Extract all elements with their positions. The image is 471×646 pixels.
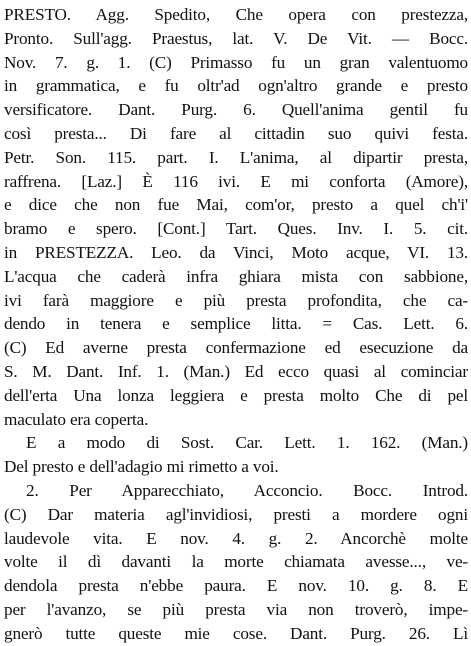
entry-line: raffrena. [Laz.] È 116 ivi. E mi conforta (Amore), bbox=[4, 171, 468, 191]
entry-line: (C) Ed averne presta confermazione ed esecuzione da bbox=[4, 338, 468, 358]
entry-line: dell'erta Una lonza leggiera e presta molto Che di pel bbox=[4, 385, 468, 405]
entry-line: E a modo di Sost. Car. Lett. 1. 162. (Man.) bbox=[26, 433, 468, 453]
entry-line: ivi farà maggiore e più presta profondita, che ca- bbox=[4, 290, 468, 310]
entry-line: (C) Dar materia agl'invidiosi, presti a mordere ogni bbox=[4, 504, 468, 524]
entry-line: in grammatica, e fu oltr'ad ogn'altro grande e presto bbox=[4, 76, 468, 96]
entry-line: 2. Per Apparecchiato, Acconcio. Bocc. Introd. bbox=[26, 480, 468, 500]
entry-line: bramo e spero. [Cont.] Tart. Ques. Inv. I. 5. cit. bbox=[4, 219, 468, 239]
entry-line: così presta... Di fare al cittadin suo quivi festa. bbox=[4, 123, 468, 143]
entry-line: e dice che non fue Mai, com'or, presto a quel ch'i' bbox=[4, 195, 468, 215]
entry-line: gnerò tutte queste mie cose. Dant. Purg. 26. Lì bbox=[4, 623, 468, 643]
entry-line: L'acqua che caderà infra ghiara mista con sabbione, bbox=[4, 266, 468, 286]
entry-line: Nov. 7. g. 1. (C) Primasso fu un gran valentuomo bbox=[4, 52, 468, 72]
dictionary-entry bbox=[4, 3, 468, 643]
entry-line: per l'avanzo, se più presta via non troverò, impe- bbox=[4, 599, 468, 619]
entry-line: Petr. Son. 115. part. I. L'anima, al dipartir presta, bbox=[4, 147, 468, 167]
entry-line: dendo in tenera e semplice litta. = Cas. Lett. 6. bbox=[4, 314, 468, 334]
entry-line: Del presto e dell'adagio mi rimetto a voi. bbox=[4, 457, 279, 477]
entry-line: laudevole vita. E nov. 4. g. 2. Ancorchè molte bbox=[4, 528, 468, 548]
entry-line: PRESTO. Agg. Spedito, Che opera con prestezza, bbox=[4, 5, 468, 24]
entry-line: versificatore. Dant. Purg. 6. Quell'anima gentil fu bbox=[4, 100, 468, 120]
entry-line: volte il dì davanti la morte chiamata avesse..., ve- bbox=[4, 552, 468, 572]
entry-line: in PRESTEZZA. Leo. da Vinci, Moto acque, VI. 13. bbox=[4, 242, 468, 262]
entry-line: S. M. Dant. Inf. 1. (Man.) Ed ecco quasi al cominciar bbox=[4, 361, 468, 381]
entry-line: Pronto. Sull'agg. Praestus, lat. V. De Vit. — Bocc. bbox=[4, 28, 468, 48]
entry-line: maculato era coperta. bbox=[4, 409, 149, 429]
entry-line: dendola presta n'ebbe paura. E nov. 10. g. 8. E bbox=[4, 576, 468, 596]
